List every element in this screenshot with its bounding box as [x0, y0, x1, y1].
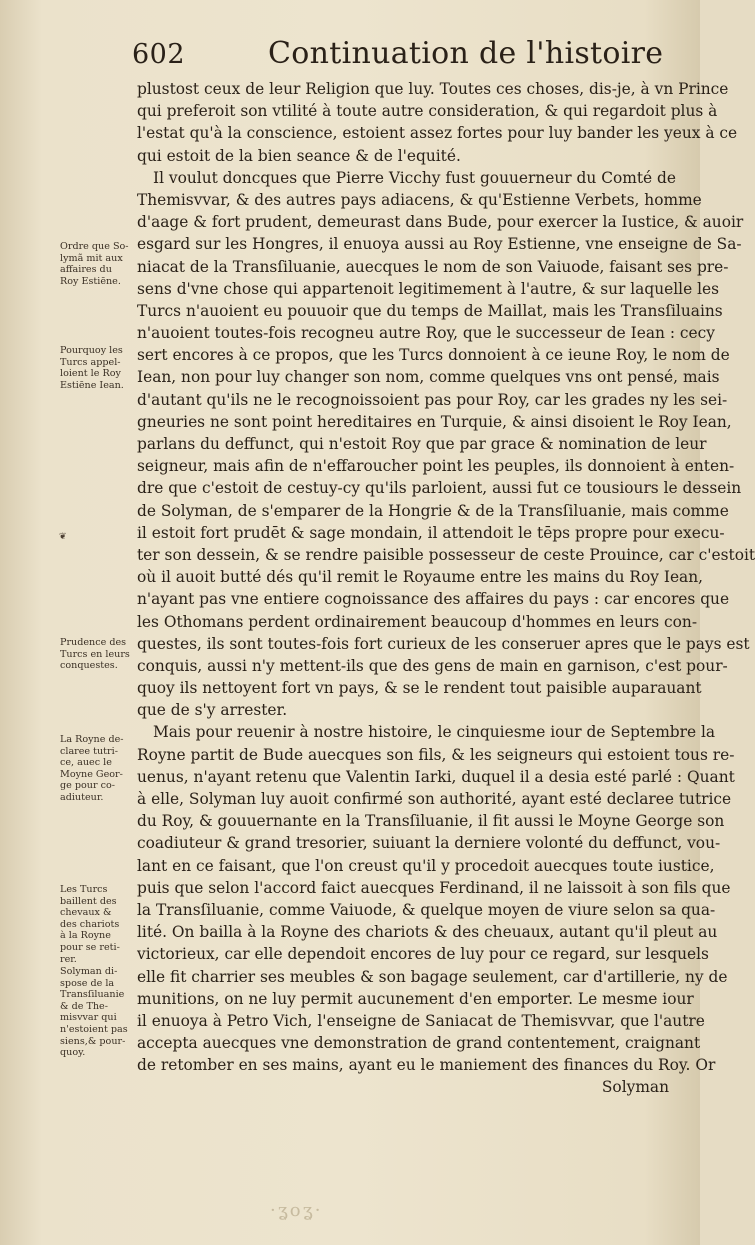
margin-note: Solyman di- spose de la Transſiluanie & de The- misvvar qui n'estoient pas siens,& pour- quoy. [60, 966, 128, 1059]
text-line: du Roy, & gouuernante en la Transſiluanie, il fit aussi le Moyne George son [137, 812, 725, 831]
text-line: qui estoit de la bien seance & de l'equité. [137, 146, 461, 165]
text-line: l'estat qu'à la conscience, estoient assez fortes pour luy bander les yeux à ce [137, 124, 738, 143]
margin-note: Ordre que So- lymã mit aux affaires du Roy Estiēne. [60, 241, 129, 287]
text-line: sens d'vne chose qui appartenoit legitimement à l'autre, & sur laquelle les [137, 279, 720, 298]
body-text [137, 78, 755, 1099]
text-line: à elle, Solyman luy auoit confirmé son authorité, ayant esté declaree tutrice [137, 790, 732, 808]
text-line: Mais pour reuenir à nostre histoire, le cinquiesme iour de Septembre la [153, 723, 716, 742]
text-line: seigneur, mais afin de n'effaroucher point les peuples, ils donnoient à enten- [137, 457, 735, 476]
text-line: les Othomans perdent ordinairement beaucoup d'hommes en leurs con- [137, 612, 698, 631]
bleed-through-mark: ·ʓoʓ· [270, 1200, 323, 1221]
page-number: 602 [132, 39, 186, 70]
text-line: de Solyman, de s'emparer de la Hongrie & de la Transſiluanie, mais comme [137, 501, 729, 520]
text-line: parlans du deffunct, qui n'estoit Roy que par grace & nomination de leur [137, 435, 707, 453]
text-line: lité. On bailla à la Royne des chariots & des cheuaux, autant qu'il pleut au [137, 923, 718, 942]
text-line: quoy ils nettoyent fort vn pays, & se le rendent tout paisible auparauant [137, 679, 702, 698]
text-line: d'autant qu'ils ne le recognoissoient pas pour Roy, car les grades ny les sei- [137, 390, 728, 409]
text-line: lant en ce faisant, que l'on creust qu'il y procedoit auecques toute iustice, [137, 856, 715, 875]
text-line: ter son dessein, & se rendre paisible possesseur de ceste Prouince, car c'estoit [137, 545, 755, 564]
text-line: où il auoit butté dés qu'il remit le Royaume entre les mains du Roy Iean, [137, 568, 704, 587]
text-line: que de s'y arrester. [137, 701, 288, 720]
text-line: esgard sur les Hongres, il enuoya aussi au Roy Estienne, vne enseigne de Sa- [137, 235, 742, 254]
text-line: il enuoya à Petro Vich, l'enseigne de Saniacat de Themisvvar, que l'autre [137, 1011, 705, 1030]
text-line: la Transſiluanie, comme Vaiuode, & quelque moyen de viure selon sa qua- [137, 900, 716, 919]
text-line: Il voulut doncques que Pierre Vicchy fust gouuerneur du Comté de [153, 168, 676, 187]
text-line: coadiuteur & grand tresorier, suiuant la derniere volonté du deffunct, vou- [137, 834, 721, 853]
text-line: n'auoient toutes-fois recogneu autre Roy, que le successeur de Iean : cecy [137, 324, 715, 343]
text-line: gneuries ne sont point hereditaires en Turquie, & ainsi disoient le Roy Iean, [137, 412, 732, 431]
text-line: victorieux, car elle dependoit encores de luy pour ce regard, sur lesquels [137, 945, 709, 964]
margin-note: La Royne de- claree tutri- ce, auec le Moyne Geor- ge pour co- adiuteur. [60, 734, 124, 803]
text-line: niacat de la Transſiluanie, auecques le nom de son Vaiuode, faisant ses pre- [137, 257, 729, 276]
ornament-mark: ❦ [59, 532, 67, 542]
text-line: Themisvvar, & des autres pays adiacens, & qu'Estienne Verbets, homme [137, 190, 702, 209]
page-header [0, 36, 700, 76]
text-line: d'aage & fort prudent, demeurast dans Bude, pour exercer la Iustice, & auoir [137, 213, 744, 232]
text-line: conquis, aussi n'y mettent-ils que des gens de main en garnison, c'est pour- [137, 656, 728, 675]
text-line: dre que c'estoit de cestuy-cy qu'ils parloient, aussi fut ce tousiours le dessein [137, 479, 742, 498]
text-line: questes, ils sont toutes-fois fort curieux de les conseruer apres que le pays est [137, 634, 750, 653]
text-line: qui preferoit son vtilité à toute autre consideration, & qui regardoit plus à [137, 102, 718, 121]
margin-note: Prudence des Turcs en leurs conquestes. [60, 637, 130, 672]
text-line: il estoit fort prudēt & sage mondain, il attendoit le tēps propre pour execu- [137, 523, 725, 542]
text-line: Royne partit de Bude auecques son fils, & les seigneurs qui estoient tous re- [137, 745, 735, 764]
text-line: accepta auecques vne demonstration de grand contentement, craignant [137, 1034, 701, 1053]
text-line: munitions, on ne luy permit aucunement d'en emporter. Le mesme iour [137, 989, 694, 1008]
text-line: n'ayant pas vne entiere cognoissance des affaires du pays : car encores que [137, 590, 730, 609]
margin-note: Pourquoy les Turcs appel- loient le Roy Estiēne Iean. [60, 345, 124, 391]
text-line: sert encores à ce propos, que les Turcs donnoient à ce ieune Roy, le nom de [137, 346, 730, 365]
text-line: elle fit charrier ses meubles & son bagage seulement, car d'artillerie, ny de [137, 967, 728, 986]
text-line: de retomber en ses mains, ayant eu le maniement des finances du Roy. Or [137, 1056, 716, 1075]
margin-note: Les Turcs baillent des chevaux & des chariots à la Royne pour se reti- rer. [60, 884, 120, 965]
catchword: Solyman [601, 1078, 669, 1097]
text-line: Iean, non pour luy changer son nom, comme quelques vns ont pensé, mais [137, 368, 720, 387]
text-line: plustost ceux de leur Religion que luy. Toutes ces choses, dis-je, à vn Prince [137, 80, 729, 98]
running-title: Continuation de l'histoire [268, 36, 664, 71]
text-line: uenus, n'ayant retenu que Valentin Iarki, duquel il a desia esté parlé : Quant [137, 767, 735, 786]
text-line: Turcs n'auoient eu pouuoir que du temps de Maillat, mais les Transſiluains [137, 301, 723, 320]
text-line: puis que selon l'accord faict auecques Ferdinand, il ne laissoit à son fils que [137, 878, 731, 897]
